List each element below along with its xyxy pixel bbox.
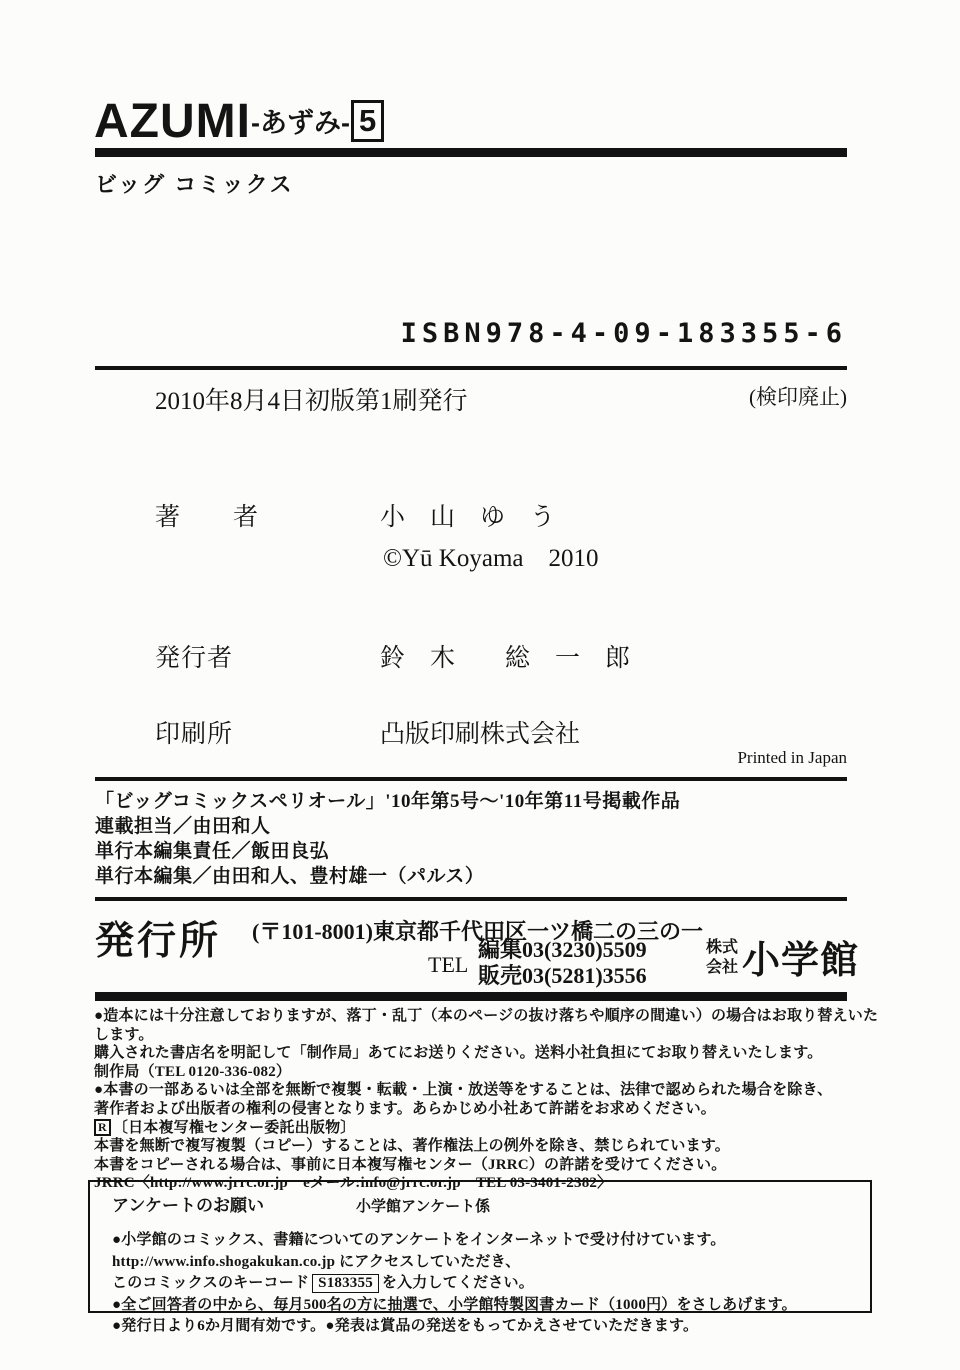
printer-name: 凸版印刷株式会社 [380, 721, 581, 748]
tel-label: TEL [428, 952, 469, 977]
legal-line: ●本書の一部あるいは全部を無断で複製・転載・上演・放送等をすることは、法律で認められた場合を除き、 [94, 1082, 833, 1099]
serialization-editor: 連載担当／由田和人 [95, 816, 271, 837]
publisher-person-name: 鈴 木 総 一 郎 [380, 645, 631, 672]
publisher-address: (〒101-8001)東京都千代田区一ツ橋二の三の一 [252, 919, 703, 944]
registered-copy-mark: R [94, 1119, 111, 1136]
survey-header [112, 1191, 848, 1216]
tel-sales: 販売03(5281)3556 [478, 963, 647, 988]
publisher-divider [95, 992, 847, 1001]
survey-line-url: http://www.info.shogakukan.co.jp にアクセスしていただき、 [112, 1253, 521, 1270]
title-main: AZUMI [94, 95, 251, 148]
tel-numbers [478, 937, 647, 989]
keycode-value: S183355 [312, 1274, 379, 1293]
volume-number: 5 [351, 100, 384, 142]
legal-notices [94, 1007, 884, 1193]
printed-in-japan: Printed in Japan [737, 748, 847, 767]
isbn-number: ISBN978-4-09-183355-6 [400, 318, 847, 349]
tel-editorial: 編集03(3230)5509 [478, 937, 647, 962]
survey-line-internet: ●小学館のコミックス、書籍についてのアンケートをインターネットで受け付けています。 [112, 1232, 726, 1248]
title-reading: -あずみ- [250, 108, 350, 138]
company-type-top: 株式 [706, 939, 739, 956]
isbn-divider [95, 366, 847, 370]
publisher-person-label: 発行者 [155, 645, 234, 672]
imprint-label: ビッグ コミックス [95, 172, 294, 197]
legal-line: 購入された書店名を明記して「制作局」あてにお送りください。送料小社負担にてお取り替えいたします。 [94, 1045, 823, 1062]
legal-line-jrrc-mark [94, 1119, 884, 1138]
serialization-divider [95, 897, 847, 901]
serialization-source: 「ビッグコミックスペリオール」'10年第5号～'10年第11号掲載作品 [95, 791, 681, 812]
serialization-block [95, 789, 680, 889]
legal-line: 本書をコピーされる場合は、事前に日本複写権センター（JRRC）の許諾を受けてください。 [94, 1156, 727, 1173]
edition-date: 2010年8月4日初版第1刷発行 [155, 388, 468, 415]
legal-line: 著作者および出版者の権利の侵害となります。あらかじめ小社あて許諾をお求めください。 [94, 1100, 717, 1117]
survey-line-prize: ●全ご回答者の中から、毎月500名の方に抽選で、小学館特製図書カード（1000円）をさしあげます。 [112, 1296, 797, 1313]
keycode-prefix: このコミックスのキーコード [112, 1275, 310, 1291]
legal-line-jrrc-contact: JRRC〈http://www.jrrc.or.jp eメール:info@jrrc.or.jp TEL 03-3401-2382〉 [94, 1175, 613, 1192]
legal-line: ●造本には十分注意しておりますが、落丁・乱丁（本のページの抜け落ちや順序の間違い）の場合はお取り替えいたします。 [94, 1008, 879, 1043]
title-divider [95, 148, 847, 157]
author-name: 小 山 ゆ う [380, 504, 556, 531]
survey-line-keycode [112, 1273, 848, 1295]
legal-line: 制作局（TEL 0120-336-082） [94, 1063, 292, 1080]
book-editors: 単行本編集／由田和人、豊村雄一（パルス） [95, 866, 485, 887]
copyright-line: ©Yū Koyama 2010 [383, 545, 599, 572]
survey-request-box [88, 1180, 872, 1334]
seal-abolition-note: (検印廃止) [749, 385, 847, 409]
survey-line-validity: ●発行日より6か月間有効です。●発表は賞品の発送をもってかえさせていただきます。 [112, 1318, 699, 1334]
survey-heading: アンケートのお願い [112, 1196, 264, 1215]
survey-department: 小学館アンケート係 [355, 1198, 491, 1215]
legal-line: 本書を無断で複写複製（コピー）することは、著作権法上の例外を除き、禁じられています。 [94, 1138, 731, 1155]
company-name: 小学館 [742, 940, 860, 982]
credits-divider [95, 777, 847, 781]
company-type [706, 938, 738, 978]
keycode-suffix: を入力してください。 [381, 1275, 534, 1291]
publisher-label: 発行所 [95, 920, 222, 963]
company-type-bottom: 会社 [706, 959, 739, 976]
author-label: 著 者 [155, 504, 260, 531]
book-title [94, 94, 384, 149]
printer-label: 印刷所 [155, 721, 234, 748]
legal-line: 〔日本複写権センター委託出版物〕 [112, 1119, 356, 1136]
book-editor-chief: 単行本編集責任／飯田良弘 [95, 841, 330, 862]
